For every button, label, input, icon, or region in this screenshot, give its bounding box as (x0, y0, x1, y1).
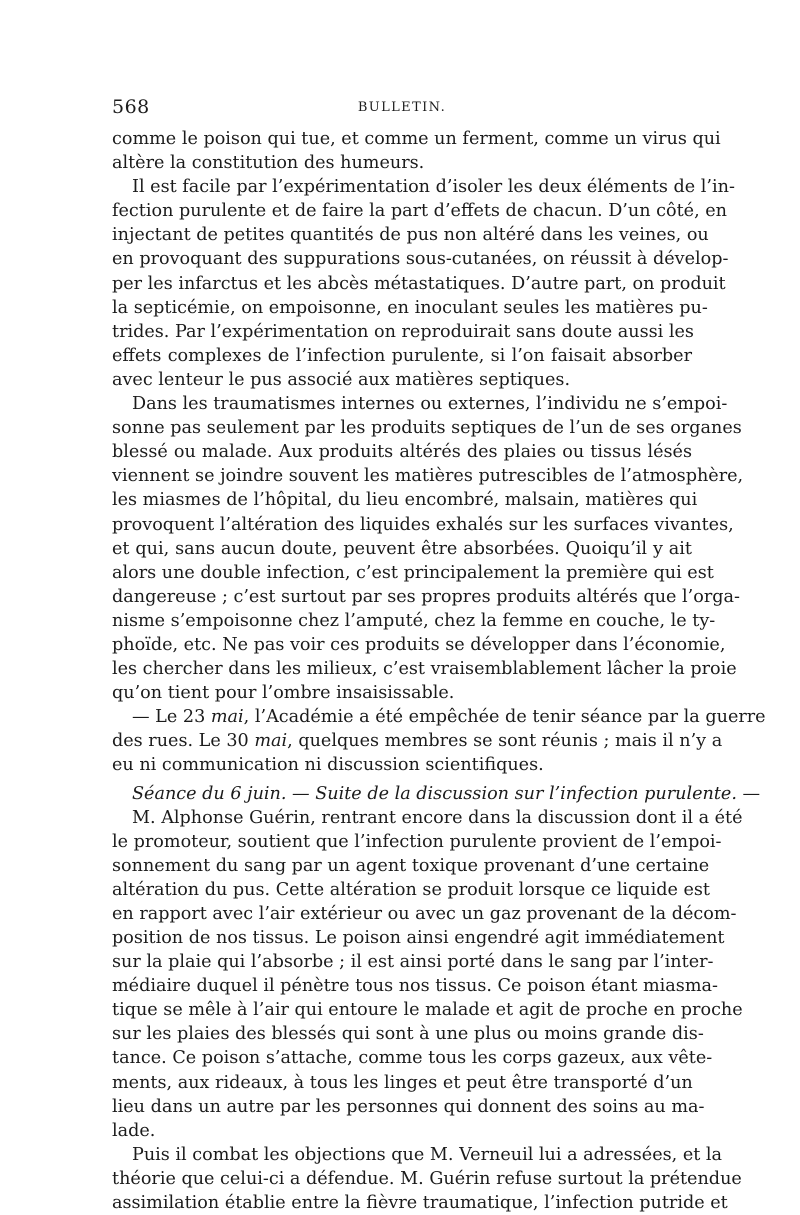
text-segment: tance. Ce poison s’attache, comme tous les corps gazeux, aux vête- (112, 1048, 713, 1069)
page-number: 568 (112, 96, 150, 118)
text-line (112, 1095, 705, 1119)
text-line (112, 609, 716, 633)
text-segment: tique se mêle à l’air qui entoure le malade et agit de proche en proche (112, 1000, 743, 1021)
text-segment: Il est facile par l’expérimentation d’isoler les deux éléments de l’in- (132, 177, 735, 198)
text-line (112, 926, 725, 950)
text-segment: nisme s’empoisonne chez l’amputé, chez la femme en couche, le ty- (112, 610, 716, 631)
text-segment: provoquent l’altération des liquides exhalés sur les surfaces vivantes, (112, 514, 734, 535)
text-line (112, 902, 737, 926)
text-line (112, 368, 692, 392)
text-segment: comme le poison qui tue, et comme un ferment, comme un virus qui (112, 129, 721, 149)
text-line (112, 681, 692, 705)
text-segment: effets complexes de l’infection purulente, si l’on faisait absorber (112, 345, 692, 366)
text-line (112, 1143, 723, 1167)
text-line (112, 998, 743, 1022)
text-line (112, 151, 692, 175)
text-segment: phoïde, etc. Ne pas voir ces produits se développer dans l’économie, (112, 634, 726, 655)
text-line (112, 223, 709, 247)
text-segment: la septicémie, on empoisonne, en inoculant seules les matières pu- (112, 297, 708, 318)
text-segment: Dans les traumatismes internes ou externes, l’individu ne s’empoi- (132, 394, 728, 415)
text-segment: des rues. Le 30 (112, 731, 255, 752)
text-segment: M. Alphonse Guérin, rentrant encore dans la discussion dont il a été (132, 807, 743, 828)
text-line (112, 175, 735, 199)
page-header (112, 96, 692, 120)
text-line (112, 1071, 692, 1095)
text-segment: trides. Par l’expérimentation on reproduirait sans doute aussi les (112, 321, 694, 342)
text-segment: alors une double infection, c’est principalement la première qui est (112, 562, 714, 583)
text-segment: théorie que celui-ci a défendue. M. Guérin refuse surtout la prétendue (112, 1168, 742, 1189)
text-line (112, 633, 726, 657)
text-line (112, 344, 692, 368)
text-line (112, 416, 742, 440)
text-segment: qu’on tient pour l’ombre insaisissable. (112, 683, 455, 704)
italic-segment: mai (254, 731, 288, 752)
text-line (112, 392, 728, 416)
text-line (112, 296, 708, 320)
text-segment: altération du pus. Cette altération se produit lorsque ce liquide est (112, 879, 710, 900)
text-line (112, 753, 692, 777)
text-segment: sonnement du sang par un agent toxique provenant d’une certaine (112, 855, 710, 876)
text-segment: per les infarctus et les abcès métastatiques. D’autre part, on produit (112, 273, 726, 294)
text-segment: médiaire duquel il pénètre tous nos tissus. Ce poison étant miasma- (112, 976, 718, 997)
text-line (112, 830, 722, 854)
text-segment: lieu dans un autre par les personnes qui donnent des soins au ma- (112, 1096, 705, 1117)
running-head: BULLETIN. (357, 100, 447, 115)
text-segment: blessé ou malade. Aux produits altérés des plaies ou tissus lésés (112, 442, 692, 463)
text-line (112, 1046, 713, 1070)
text-segment: le promoteur, soutient que l’infection purulente provient de l’empoi- (112, 831, 722, 852)
text-line (112, 127, 721, 151)
text-line (112, 950, 714, 974)
text-line (112, 974, 718, 998)
text-line (112, 272, 726, 296)
text-line (112, 854, 710, 878)
text-line (112, 488, 698, 512)
text-line (112, 537, 692, 561)
text-segment: avec lenteur le pus associé aux matières septiques. (112, 369, 571, 390)
text-segment: injectant de petites quantités de pus non altéré dans les veines, ou (112, 225, 709, 246)
text-segment: altère la constitution des humeurs. (112, 153, 425, 174)
text-segment: sur la plaie qui l’absorbe ; il est ainsi porté dans le sang par l’inter- (112, 952, 714, 973)
text-segment: position de nos tissus. Le poison ainsi engendré agit immédiatement (112, 928, 725, 948)
text-line (112, 1167, 742, 1191)
text-line (112, 247, 729, 271)
text-segment: sonne pas seulement par les produits septiques de l’un de ses organes (112, 418, 742, 439)
text-line (112, 464, 744, 488)
text-line (112, 585, 740, 609)
text-line (112, 705, 766, 729)
text-segment: les chercher dans les milieux, c’est vraisemblablement lâcher la proie (112, 659, 737, 680)
text-line (112, 513, 734, 537)
text-segment: , l’Académie a été empêchée de tenir séance par la guerre (243, 707, 766, 728)
text-segment: — (736, 783, 761, 804)
text-segment: lade. (112, 1120, 156, 1141)
body-text (112, 127, 766, 1215)
text-line (112, 561, 714, 585)
text-segment: Puis il combat les objections que M. Verneuil lui a adressées, et la (132, 1144, 723, 1165)
italic-segment: mai (210, 707, 244, 728)
italic-segment: Séance du 6 juin. — Suite de la discussion sur l’infection purulente. (132, 783, 737, 804)
text-segment: fection purulente et de faire la part d’effets de chacun. D’un côté, en (112, 201, 728, 222)
text-line (112, 1119, 692, 1143)
text-segment: les miasmes de l’hôpital, du lieu encombré, malsain, matières qui (112, 490, 698, 511)
text-line (112, 778, 761, 806)
text-line (112, 729, 723, 753)
text-segment: assimilation établie entre la fièvre traumatique, l’infection putride et (112, 1193, 728, 1214)
text-segment: en provoquant des suppurations sous-cutanées, on réussit à dévelop- (112, 249, 729, 270)
text-segment: , quelques membres se sont réunis ; mais il n’y a (287, 731, 723, 752)
text-line (112, 657, 737, 681)
text-segment: sur les plaies des blessés qui sont à une plus ou moins grande dis- (112, 1024, 704, 1045)
text-segment: — Le 23 (132, 707, 211, 728)
text-segment: et qui, sans aucun doute, peuvent être absorbées. Quoiqu’il y ait (112, 538, 692, 559)
text-line (112, 199, 728, 223)
text-line (112, 1191, 728, 1215)
text-segment: dangereuse ; c’est surtout par ses propres produits altérés que l’orga- (112, 586, 740, 607)
text-segment: ments, aux rideaux, à tous les linges et peut être transporté d’un (112, 1072, 693, 1093)
text-segment: viennent se joindre souvent les matières putrescibles de l’atmosphère, (112, 466, 744, 487)
text-line (112, 878, 710, 902)
text-line (112, 440, 692, 464)
text-line (112, 1022, 704, 1046)
text-line (112, 806, 743, 830)
text-segment: eu ni communication ni discussion scientifiques. (112, 755, 544, 776)
text-segment: en rapport avec l’air extérieur ou avec un gaz provenant de la décom- (112, 903, 737, 924)
text-line (112, 320, 692, 344)
